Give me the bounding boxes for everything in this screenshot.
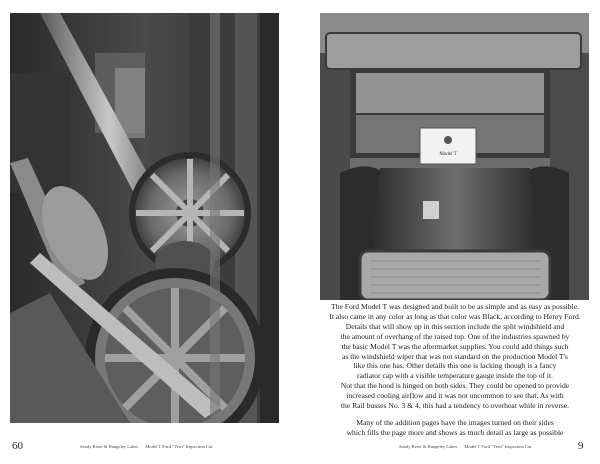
running-footer-left <box>80 444 213 449</box>
page-number-left: 60 <box>12 440 23 452</box>
body-line: Details that will show up in this section include the split windshield and <box>345 321 565 331</box>
undercarriage-wheels-photo <box>10 13 279 423</box>
body-line: Many of the addition pages have the images turned on their sides <box>356 417 554 427</box>
running-footer-right <box>399 444 532 449</box>
article-body <box>318 302 592 438</box>
running-footer-subtitle: Model T Ford "Vern" Inspection Car <box>145 444 213 449</box>
running-footer-subtitle: Model T Ford "Vern" Inspection Car <box>464 444 532 449</box>
body-line: radiator cap with a visible temperature gauge inside the top of it. <box>356 371 554 381</box>
body-line: The Ford Model T was designed and built to be as simple and as easy as possible. <box>331 302 579 311</box>
placard-text: Model T <box>439 152 457 157</box>
body-line: as the windshield wiper that was not standard on the production Model T's <box>341 351 569 361</box>
page-number-right: 9 <box>578 440 584 452</box>
body-paragraph <box>318 302 592 411</box>
body-line: the basic Model T was the aftermarket supplies. You could add things such <box>341 341 569 351</box>
model-t-front-photo <box>320 13 589 300</box>
body-paragraph <box>318 418 592 438</box>
running-footer-title: Sandy River & Rangeley Lakes <box>80 444 139 449</box>
body-line: the amount of overhang of the raised top. One of the industries spawned by <box>340 331 570 341</box>
body-line: increased cooling airflow and it was not uncommon to see that. As with <box>346 391 564 401</box>
body-line: Not that the hood is hinged on both sides. They could be opened to provide <box>340 381 570 391</box>
body-line: the Rail busses No. 3 & 4, this had a tendency to overheat while in reverse. <box>340 401 570 411</box>
body-line: which fills the page more and shows as much detail as large as possible <box>346 427 564 437</box>
body-line: like this one has. Other details this one is lacking though is a fancy <box>353 361 557 371</box>
running-footer-title: Sandy River & Rangeley Lakes <box>399 444 458 449</box>
body-line: It also came in any color as long as that color was Black, according to Henry Ford. <box>329 311 581 321</box>
